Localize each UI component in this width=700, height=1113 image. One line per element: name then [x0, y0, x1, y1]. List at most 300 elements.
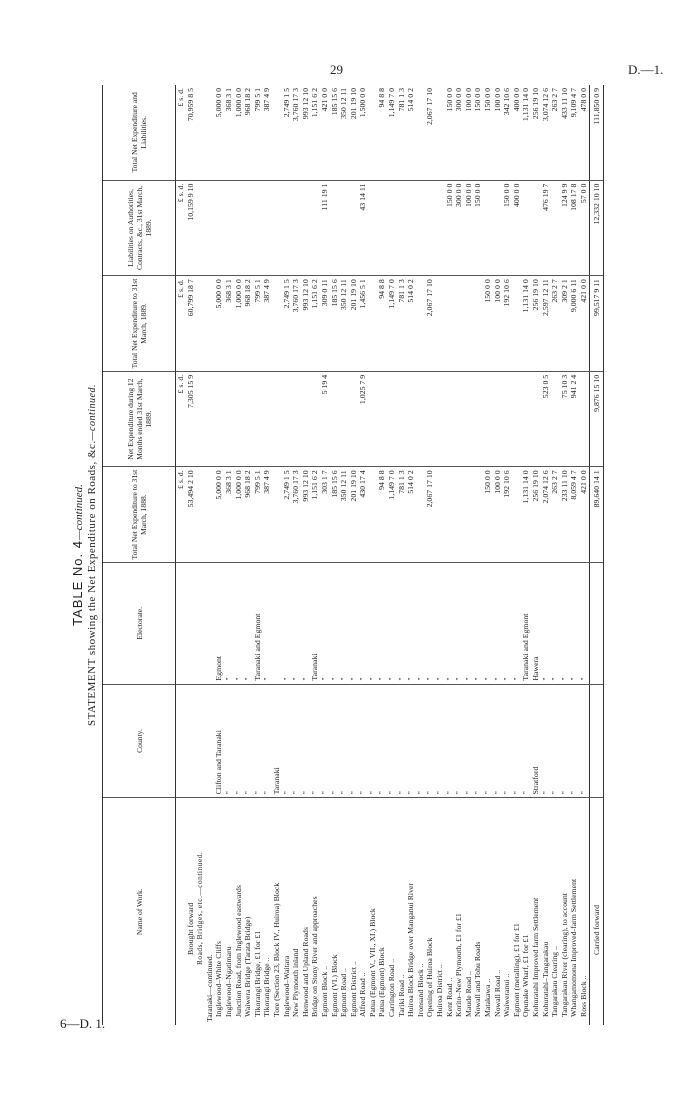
- cell-value: [301, 371, 311, 467]
- cell-value: [473, 467, 483, 563]
- cell-value: 309 2 1: [560, 276, 570, 372]
- electorate-cell: ": [397, 562, 407, 684]
- work-name: Opening of Huiroa Block: [425, 937, 435, 1017]
- cell-value: 150 0 0: [483, 85, 493, 180]
- cell-value: [435, 85, 445, 180]
- col-total-and-liabilities: Total Net Expenditure and Liabilities.: [103, 85, 176, 180]
- cell-value: [512, 467, 522, 563]
- cell-value: [272, 371, 282, 467]
- cell-value: [377, 371, 387, 467]
- table-row: [406, 85, 416, 1025]
- cell-value: 9,109 4 7: [569, 85, 579, 180]
- table-row: [330, 85, 340, 1025]
- electorate-cell: ": [282, 562, 292, 684]
- cell-value: 124 9 9: [560, 180, 570, 276]
- county-cell: ": [310, 684, 320, 798]
- electorate-cell: ": [454, 562, 464, 684]
- table-row: [550, 85, 560, 1025]
- rotated-table-sheet: [70, 85, 660, 1025]
- table-row: [541, 85, 551, 1025]
- work-name: Egmont (metalling), £1 for £1: [511, 923, 521, 1017]
- cell-value: [445, 276, 455, 372]
- cell-value: 94 8 8: [377, 85, 387, 180]
- cell-value: 1,131 14 0: [521, 467, 531, 563]
- electorate-cell: ": [579, 562, 589, 684]
- cell-value: 1,149 7 0: [387, 276, 397, 372]
- cell-value: 400 0 0: [512, 180, 522, 276]
- cell-value: [473, 371, 483, 467]
- cell-value: 10,159 9 10: [186, 180, 196, 276]
- work-name: Nowall Road ..: [492, 969, 502, 1017]
- cell-value: 342 10 6: [502, 85, 512, 180]
- cell-value: [550, 180, 560, 276]
- cell-value: [464, 467, 474, 563]
- county-cell: ": [502, 684, 512, 798]
- cell-value: [282, 371, 292, 467]
- electorate-cell: ": [416, 562, 426, 684]
- cell-value: [310, 180, 320, 276]
- cell-value: 1,456 5 1: [358, 276, 368, 372]
- electorate-cell: ": [406, 562, 416, 684]
- cell-value: [330, 180, 340, 276]
- table-row: [291, 85, 301, 1025]
- work-name: New Plymouth inland: [291, 948, 301, 1017]
- cell-value: 799 5 1: [253, 467, 263, 563]
- cell-value: 5,000 0 0: [214, 276, 224, 372]
- electorate-cell: ": [234, 562, 244, 684]
- work-name: Waiweranui ..: [502, 973, 512, 1017]
- county-cell: ": [377, 684, 387, 798]
- cell-value: [224, 371, 234, 467]
- cell-value: 2,749 1 5: [282, 276, 292, 372]
- table-row: [282, 85, 292, 1025]
- table-row: [512, 85, 522, 1025]
- cell-value: [531, 180, 541, 276]
- work-name: Maude Road ..: [463, 971, 473, 1017]
- cell-value: 368 3 1: [224, 467, 234, 563]
- electorate-cell: ": [368, 562, 378, 684]
- table-row: [425, 85, 435, 1025]
- table-row: [272, 85, 282, 1025]
- cell-value: 781 1 3: [397, 467, 407, 563]
- county-cell: ": [416, 684, 426, 798]
- cell-value: [339, 180, 349, 276]
- county-cell: ": [234, 684, 244, 798]
- cell-value: 75 10 3: [560, 371, 570, 467]
- col-net-during-1889: Net Expenditure during 12 Months ended 31st March, 1889.: [103, 371, 176, 467]
- cell-value: [493, 371, 503, 467]
- cell-value: 1,151 6 2: [310, 85, 320, 180]
- cell-value: 350 12 11: [339, 276, 349, 372]
- county-cell: ": [262, 684, 272, 798]
- cell-value: 201 19 10: [349, 276, 359, 372]
- work-name: Matakawa ..: [483, 978, 492, 1017]
- table-subtitle: [86, 85, 98, 1025]
- carried-forward-label: Carried forward: [589, 798, 604, 1025]
- cell-value: 263 2 7: [550, 467, 560, 563]
- cell-value: 1,149 7 0: [387, 85, 397, 180]
- table-row: [310, 85, 320, 1025]
- cell-value: 1,131 14 0: [521, 276, 531, 372]
- table-row: [445, 85, 455, 1025]
- cell-value: 781 1 3: [397, 85, 407, 180]
- county-cell: Taranaki: [272, 684, 282, 798]
- table-row: [358, 85, 368, 1025]
- cell-value: [521, 180, 531, 276]
- electorate-cell: ": [550, 562, 560, 684]
- county-cell: ": [330, 684, 340, 798]
- table-row: [560, 85, 570, 1025]
- county-cell: ": [454, 684, 464, 798]
- cell-value: [493, 180, 503, 276]
- cell-value: 421 0 0: [579, 467, 589, 563]
- cell-value: 192 10 6: [502, 467, 512, 563]
- cell-value: 993 12 10: [301, 276, 311, 372]
- cell-value: [521, 371, 531, 467]
- cell-value: 2,067 17 10: [425, 467, 435, 563]
- county-cell: ": [224, 684, 234, 798]
- cell-value: 309 0 11: [320, 276, 330, 372]
- table-row: [521, 85, 531, 1025]
- cell-value: 523 0 5: [541, 371, 551, 467]
- county-cell: ": [435, 684, 445, 798]
- cell-value: [425, 371, 435, 467]
- cell-value: 968 18 2: [243, 276, 253, 372]
- county-cell: ": [320, 684, 330, 798]
- county-cell: ": [387, 684, 397, 798]
- cell-value: 476 19 7: [541, 180, 551, 276]
- cell-value: 350 12 11: [339, 467, 349, 563]
- cell-value: [397, 371, 407, 467]
- county-cell: ": [493, 684, 503, 798]
- cell-value: 185 15 6: [330, 467, 340, 563]
- electorate-cell: ": [502, 562, 512, 684]
- header-row: [103, 85, 176, 1025]
- table-row: [502, 85, 512, 1025]
- group-heading-row: [205, 85, 215, 1025]
- county-cell: ": [291, 684, 301, 798]
- cell-value: 150 0 0: [483, 467, 493, 563]
- cell-value: [349, 180, 359, 276]
- work-name: Tore (Section 23, Block IV., Huiroa) Block: [271, 882, 281, 1017]
- county-cell: ": [483, 684, 493, 798]
- cell-value: 57 0 0: [579, 180, 589, 276]
- cell-value: 99,517 9 11: [589, 276, 604, 372]
- electorate-cell: ": [445, 562, 455, 684]
- cell-value: [387, 371, 397, 467]
- col-electorate: Electorate.: [103, 562, 176, 684]
- electorate-cell: ": [377, 562, 387, 684]
- cell-value: 2,067 17 10: [425, 276, 435, 372]
- cell-value: 799 5 1: [253, 276, 263, 372]
- cell-value: [272, 85, 282, 180]
- table-row: [464, 85, 474, 1025]
- work-name: Patua (Egmont) Block: [377, 947, 387, 1017]
- work-name: Huiroa Block Bridge over Manganui River: [406, 882, 416, 1017]
- cell-value: 256 19 10: [531, 276, 541, 372]
- section-heading-row: [195, 85, 205, 1025]
- cell-value: [416, 85, 426, 180]
- cell-value: 368 3 1: [224, 276, 234, 372]
- cell-value: 478 0 0: [579, 85, 589, 180]
- page-number: 29: [330, 62, 343, 77]
- col-name-of-work: Name of Work.: [103, 798, 176, 1025]
- cell-value: 3,074 12 6: [541, 85, 551, 180]
- table-row: [234, 85, 244, 1025]
- cell-value: 8,059 4 7: [569, 467, 579, 563]
- cell-value: 100 0 0: [464, 85, 474, 180]
- cell-value: [435, 180, 445, 276]
- cell-value: [224, 180, 234, 276]
- cell-value: 1,151 6 2: [310, 276, 320, 372]
- cell-value: 111 19 1: [320, 180, 330, 276]
- cell-value: [445, 371, 455, 467]
- group-heading: Taranaki—continued.: [204, 954, 214, 1022]
- col-liabilities: Liabilities on Authorities, Contracts, &c., 31st March, 1889.: [103, 180, 176, 276]
- county-cell: ": [579, 684, 589, 798]
- cell-value: [368, 180, 378, 276]
- cell-value: [291, 371, 301, 467]
- electorate-cell: ": [473, 562, 483, 684]
- cell-value: 100 0 0: [493, 85, 503, 180]
- cell-value: 300 0 0: [454, 180, 464, 276]
- table-row: [454, 85, 464, 1025]
- county-cell: ": [349, 684, 359, 798]
- cell-value: 60,799 18 7: [186, 276, 196, 372]
- county-cell: ": [560, 684, 570, 798]
- county-cell: ": [358, 684, 368, 798]
- cell-value: 993 12 10: [301, 467, 311, 563]
- electorate-cell: ": [262, 562, 272, 684]
- electorate-cell: ": [387, 562, 397, 684]
- table-row: [531, 85, 541, 1025]
- work-name: Egmont Block ..: [319, 965, 329, 1017]
- work-name: Opunake Wharf, £1 for £1: [521, 934, 531, 1017]
- cell-value: 514 0 2: [406, 85, 416, 180]
- table-row: [387, 85, 397, 1025]
- electorate-cell: ": [330, 562, 340, 684]
- cell-value: 1,149 7 0: [387, 467, 397, 563]
- cell-value: [464, 371, 474, 467]
- cell-value: [454, 276, 464, 372]
- cell-value: 1,151 6 2: [310, 467, 320, 563]
- cell-value: 514 0 2: [406, 276, 416, 372]
- cell-value: 2,749 1 5: [282, 467, 292, 563]
- col-total-to-1889: Total Net Expenditure to 31st March, 1889.: [103, 276, 176, 372]
- cell-value: 2,749 1 5: [282, 85, 292, 180]
- table-row: [416, 85, 426, 1025]
- table-row: [579, 85, 589, 1025]
- cell-value: 150 0 0: [473, 180, 483, 276]
- cell-value: [243, 371, 253, 467]
- work-name: Kent Road ..: [444, 977, 454, 1017]
- work-name: Henwood and Upland Roads: [300, 927, 310, 1017]
- work-name: Inglewood–Waitara: [281, 955, 291, 1017]
- cell-value: [531, 371, 541, 467]
- cell-value: 799 5 1: [253, 85, 263, 180]
- electorate-cell: ": [349, 562, 359, 684]
- cell-value: [454, 467, 464, 563]
- cell-value: 150 0 0: [483, 276, 493, 372]
- cell-value: 150 0 0: [445, 180, 455, 276]
- cell-value: [416, 180, 426, 276]
- electorate-cell: ": [320, 562, 330, 684]
- cell-value: [272, 180, 282, 276]
- cell-value: 968 18 2: [243, 85, 253, 180]
- table-title-suffix: —continued.: [73, 484, 85, 541]
- cell-value: 70,959 8 5: [186, 85, 196, 180]
- electorate-cell: [272, 562, 282, 684]
- unit-label: £ s. d.: [176, 371, 186, 467]
- cell-value: 185 15 6: [330, 85, 340, 180]
- cell-value: 5,000 0 0: [214, 85, 224, 180]
- county-cell: Stratford: [531, 684, 541, 798]
- cell-value: 2,074 12 6: [541, 467, 551, 563]
- cell-value: 1,131 14 0: [521, 85, 531, 180]
- cell-value: [512, 276, 522, 372]
- electorate-cell: ": [224, 562, 234, 684]
- table-row: [493, 85, 503, 1025]
- work-name: Korito–New Plymouth, £1 for £1: [454, 913, 464, 1017]
- table-row: [349, 85, 359, 1025]
- carried-forward-row: [589, 85, 604, 1025]
- document-reference: D.—1.: [628, 62, 664, 77]
- cell-value: 421 0 0: [320, 85, 330, 180]
- cell-value: [454, 371, 464, 467]
- work-name: Whangamomona Improved-farm Settlement: [569, 878, 579, 1017]
- table-row: [224, 85, 234, 1025]
- cell-value: [406, 371, 416, 467]
- col-county: County.: [103, 684, 176, 798]
- cell-value: [550, 371, 560, 467]
- cell-value: [445, 467, 455, 563]
- cell-value: 201 19 10: [349, 467, 359, 563]
- cell-value: 993 12 10: [301, 85, 311, 180]
- county-cell: ": [550, 684, 560, 798]
- cell-value: 781 1 3: [397, 276, 407, 372]
- cell-value: 150 0 0: [445, 85, 455, 180]
- work-name: Patua (Egmont V., VII., XI.) Block: [367, 908, 377, 1017]
- cell-value: 89,640 14 1: [589, 467, 604, 563]
- cell-value: 100 0 0: [493, 276, 503, 372]
- cell-value: 350 12 11: [339, 85, 349, 180]
- work-name: Tariki Road ..: [396, 974, 406, 1017]
- electorate-cell: Egmont: [214, 562, 224, 684]
- work-name: Inglewood–White Cliffs: [214, 941, 224, 1017]
- electorate-cell: ": [560, 562, 570, 684]
- work-name: Junction Road, from Inglewood eastwards: [233, 885, 243, 1017]
- cell-value: [262, 371, 272, 467]
- electorate-cell: Taranaki: [310, 562, 320, 684]
- cell-value: [282, 180, 292, 276]
- electorate-cell: ": [512, 562, 522, 684]
- cell-value: [473, 276, 483, 372]
- cell-value: [368, 85, 378, 180]
- cell-value: 400 0 0: [512, 85, 522, 180]
- county-cell: ": [541, 684, 551, 798]
- cell-value: [368, 467, 378, 563]
- work-name: Huiroa District ..: [435, 964, 445, 1017]
- table-row: [301, 85, 311, 1025]
- cell-value: 1,025 7 9: [358, 371, 368, 467]
- brought-forward-label: Brought forward: [185, 902, 195, 955]
- electorate-cell: Hawera: [531, 562, 541, 684]
- county-cell: ": [425, 684, 435, 798]
- unit-row: [176, 85, 186, 1025]
- cell-value: [243, 180, 253, 276]
- cell-value: [349, 371, 359, 467]
- cell-value: 43 14 11: [358, 180, 368, 276]
- cell-value: 263 2 7: [550, 85, 560, 180]
- county-cell: ": [253, 684, 263, 798]
- county-cell: ": [282, 684, 292, 798]
- cell-value: 968 18 2: [243, 467, 253, 563]
- work-name: Egmont Road ..: [339, 968, 349, 1017]
- work-name: Egmont District ..: [348, 961, 358, 1017]
- electorate-cell: Taranaki and Egmont: [253, 562, 263, 684]
- cell-value: 256 19 10: [531, 85, 541, 180]
- cell-value: [291, 180, 301, 276]
- electorate-cell: ": [425, 562, 435, 684]
- cell-value: [464, 276, 474, 372]
- cell-value: 387 4 9: [262, 85, 272, 180]
- cell-value: [253, 371, 263, 467]
- cell-value: [435, 276, 445, 372]
- cell-value: 1,500 0 0: [358, 85, 368, 180]
- cell-value: 514 0 2: [406, 467, 416, 563]
- cell-value: [234, 180, 244, 276]
- cell-value: [368, 276, 378, 372]
- cell-value: 150 0 0: [473, 85, 483, 180]
- work-name: Tangarakau River (clearing), to account: [559, 893, 569, 1017]
- county-cell: ": [521, 684, 531, 798]
- work-name: Nowall and Tohu Roads: [473, 941, 483, 1017]
- cell-value: 1,000 0 0: [234, 467, 244, 563]
- cell-value: [502, 371, 512, 467]
- work-name: Kohuratahi–Tangarakau: [540, 941, 550, 1017]
- cell-value: [397, 180, 407, 276]
- cell-value: 100 0 0: [464, 180, 474, 276]
- table-row: [262, 85, 272, 1025]
- cell-value: 5,000 0 0: [214, 467, 224, 563]
- work-name: Tangarakau Clearing ..: [550, 946, 560, 1017]
- electorate-cell: ": [358, 562, 368, 684]
- electorate-cell: ": [301, 562, 311, 684]
- cell-value: 9,876 15 10: [589, 371, 604, 467]
- cell-value: 3,760 17 3: [291, 85, 301, 180]
- cell-value: [512, 371, 522, 467]
- county-cell: ": [464, 684, 474, 798]
- work-name: Tikorangi Bridge ..: [262, 957, 272, 1017]
- cell-value: 387 4 9: [262, 276, 272, 372]
- unit-label: £ s. d.: [176, 467, 186, 563]
- table-title: [70, 85, 85, 1025]
- cell-value: 94 8 8: [377, 467, 387, 563]
- table-row: [397, 85, 407, 1025]
- cell-value: [272, 276, 282, 372]
- work-name: Kohuratahi Improved farm Settlement: [530, 897, 540, 1017]
- electorate-cell: ": [435, 562, 445, 684]
- electorate-cell: ": [291, 562, 301, 684]
- county-cell: ": [301, 684, 311, 798]
- electorate-cell: Taranaki and Egmont: [521, 562, 531, 684]
- county-cell: ": [512, 684, 522, 798]
- work-name: Egmont (VI.) Block: [329, 954, 339, 1017]
- cell-value: 2,597 12 11: [541, 276, 551, 372]
- cell-value: [435, 371, 445, 467]
- cell-value: [579, 371, 589, 467]
- electorate-cell: ": [243, 562, 253, 684]
